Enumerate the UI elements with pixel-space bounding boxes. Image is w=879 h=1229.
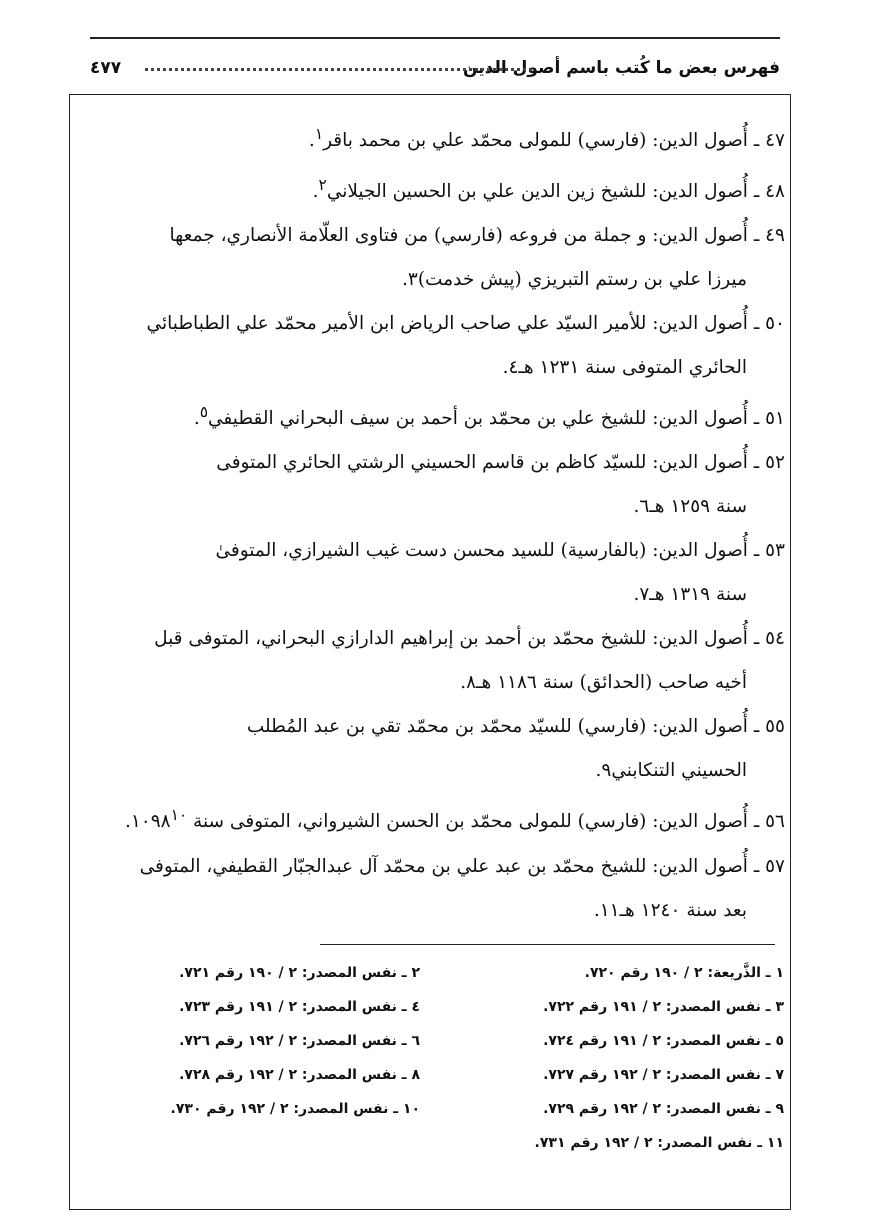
footnote-item: ٥ ـ نفس المصدر: ٢ / ١٩١ رقم ٧٢٤. <box>543 1033 784 1049</box>
page-number: ٤٧٧ <box>90 58 122 78</box>
footnote-item: ٧ ـ نفس المصدر: ٢ / ١٩٢ رقم ٧٢٧. <box>543 1067 784 1083</box>
entry-continuation: الحسيني التنكابني٩. <box>595 760 747 782</box>
entry-number: ٥٧ <box>765 855 785 877</box>
entry-number: ٥٢ <box>765 452 785 474</box>
entry-text: ـ أُصول الدين: (فارسي) للمولى محمّد بن الحسن الشيرواني، المتوفى سنة ١٠٩٨ <box>130 811 766 833</box>
entry-number: ٤٩ <box>765 225 785 247</box>
header-dot-leader <box>145 68 532 71</box>
entry-number: ٥٤ <box>765 628 785 650</box>
entry-item <box>88 441 785 529</box>
entry-text: ـ أُصول الدين: (فارسي) للسيّد محمّد بن محمّد تقي بن عبد المُطلب <box>246 716 766 738</box>
footnote-item: ٢ ـ نفس المصدر: ٢ / ١٩٠ رقم ٧٢١. <box>179 965 420 981</box>
footnote-marker: ٥ <box>199 403 209 422</box>
footnote-marker: ٢ <box>318 176 327 195</box>
entry-item <box>88 302 785 390</box>
footnote-marker: ١ <box>314 125 324 143</box>
entry-number: ٥٣ <box>765 540 785 562</box>
entry-item <box>88 214 785 302</box>
entry-item <box>88 617 785 705</box>
footnote-separator <box>320 944 775 945</box>
footnote-item: ١ ـ الذَّريعة: ٢ / ١٩٠ رقم ٧٢٠. <box>584 965 784 981</box>
entry-text: ـ أُصول الدين: و جملة من فروعه (فارسي) من فتاوى العلّامة الأنصاري، جمعها <box>169 225 766 247</box>
entry-item: ٥١ ـ أُصول الدين: للشيخ علي بن محمّد بن أحمد بن سيف البحراني القطيفي$^٥$. <box>193 403 785 430</box>
entry-item: ٤٨ ـ أُصول الدين: للشيخ زين الدين علي بن الحسين الجيلاني$^٢$. <box>312 176 785 203</box>
entry-number: ٤٧ <box>765 130 785 152</box>
entry-continuation: الحائري المتوفى سنة ١٢٣١ هـ٤. <box>502 357 747 379</box>
footnote-item: ٣ ـ نفس المصدر: ٢ / ١٩١ رقم ٧٢٢. <box>543 999 784 1015</box>
page-header <box>90 58 780 84</box>
entry-text: ـ أُصول الدين: (فارسي) للمولى محمّد علي بن محمد باقر <box>323 130 766 152</box>
footnotes <box>96 958 784 1158</box>
footnote-item: ٤ ـ نفس المصدر: ٢ / ١٩١ رقم ٧٢٣. <box>179 999 420 1015</box>
footnote-marker: ١٠ <box>170 806 188 825</box>
entry-item: ٤٧ ـ أُصول الدين: (فارسي) للمولى محمّد علي بن محمد باقر$^١$. <box>308 125 785 152</box>
entry-text: ـ أُصول الدين: (بالفارسية) للسيد محسن دست غيب الشيرازي، المتوفىٰ <box>215 540 766 562</box>
footnote-item: ٨ ـ نفس المصدر: ٢ / ١٩٢ رقم ٧٢٨. <box>179 1067 420 1083</box>
entry-text: ـ أُصول الدين: للشيخ محمّد بن أحمد بن إبراهيم الدارازي البحراني، المتوفى قبل <box>154 628 766 650</box>
footnote-item: ٦ ـ نفس المصدر: ٢ / ١٩٢ رقم ٧٢٦. <box>179 1033 420 1049</box>
entry-text: ـ أُصول الدين: للأمير السيّد علي صاحب الرياض ابن الأمير محمّد علي الطباطبائي <box>146 313 766 335</box>
header-rule <box>90 37 780 39</box>
entry-list <box>88 112 785 933</box>
entry-item <box>88 529 785 617</box>
entry-continuation: بعد سنة ١٢٤٠ هـ١١. <box>593 899 747 921</box>
entry-continuation: أخيه صاحب (الحدائق) سنة ١١٨٦ هـ٨. <box>460 672 747 694</box>
footnote-item: ٩ ـ نفس المصدر: ٢ / ١٩٢ رقم ٧٢٩. <box>543 1101 784 1117</box>
entry-text: ـ أُصول الدين: للسيّد كاظم بن قاسم الحسيني الرشتي الحائري المتوفى <box>216 452 766 474</box>
entry-number: ٥٠ <box>765 313 785 335</box>
entry-text: ـ أُصول الدين: للشيخ علي بن محمّد بن أحمد بن سيف البحراني القطيفي <box>208 408 766 430</box>
entry-number: ٥٦ <box>765 811 785 833</box>
entry-text: ـ أُصول الدين: للشيخ زين الدين علي بن الحسين الجيلاني <box>326 181 766 203</box>
entry-number: ٥١ <box>765 408 785 430</box>
running-title: فهرس بعض ما كُتب باسم أصول الدين <box>463 58 780 78</box>
entry-number: ٥٥ <box>765 716 785 738</box>
entry-item <box>88 845 785 933</box>
entry-number: ٤٨ <box>765 181 785 203</box>
entry-text: ـ أُصول الدين: للشيخ محمّد بن عبد علي بن محمّد آل عبدالجبّار القطيفي، المتوفى <box>139 855 766 877</box>
footnote-item: ١٠ ـ نفس المصدر: ٢ / ١٩٢ رقم ٧٣٠. <box>170 1101 420 1117</box>
entry-item <box>88 705 785 793</box>
footnote-item: ١١ ـ نفس المصدر: ٢ / ١٩٢ رقم ٧٣١. <box>534 1135 784 1151</box>
entry-item: ٥٦ ـ أُصول الدين: (فارسي) للمولى محمّد بن الحسن الشيرواني، المتوفى سنة ١٠٩٨$^{١٠}$. <box>124 806 785 833</box>
entry-continuation: سنة ١٣١٩ هـ٧. <box>633 584 747 606</box>
entry-continuation: ميرزا علي بن رستم التبريزي (پيش خدمت)٣. <box>402 269 747 291</box>
entry-continuation: سنة ١٢٥٩ هـ٦. <box>633 496 747 518</box>
